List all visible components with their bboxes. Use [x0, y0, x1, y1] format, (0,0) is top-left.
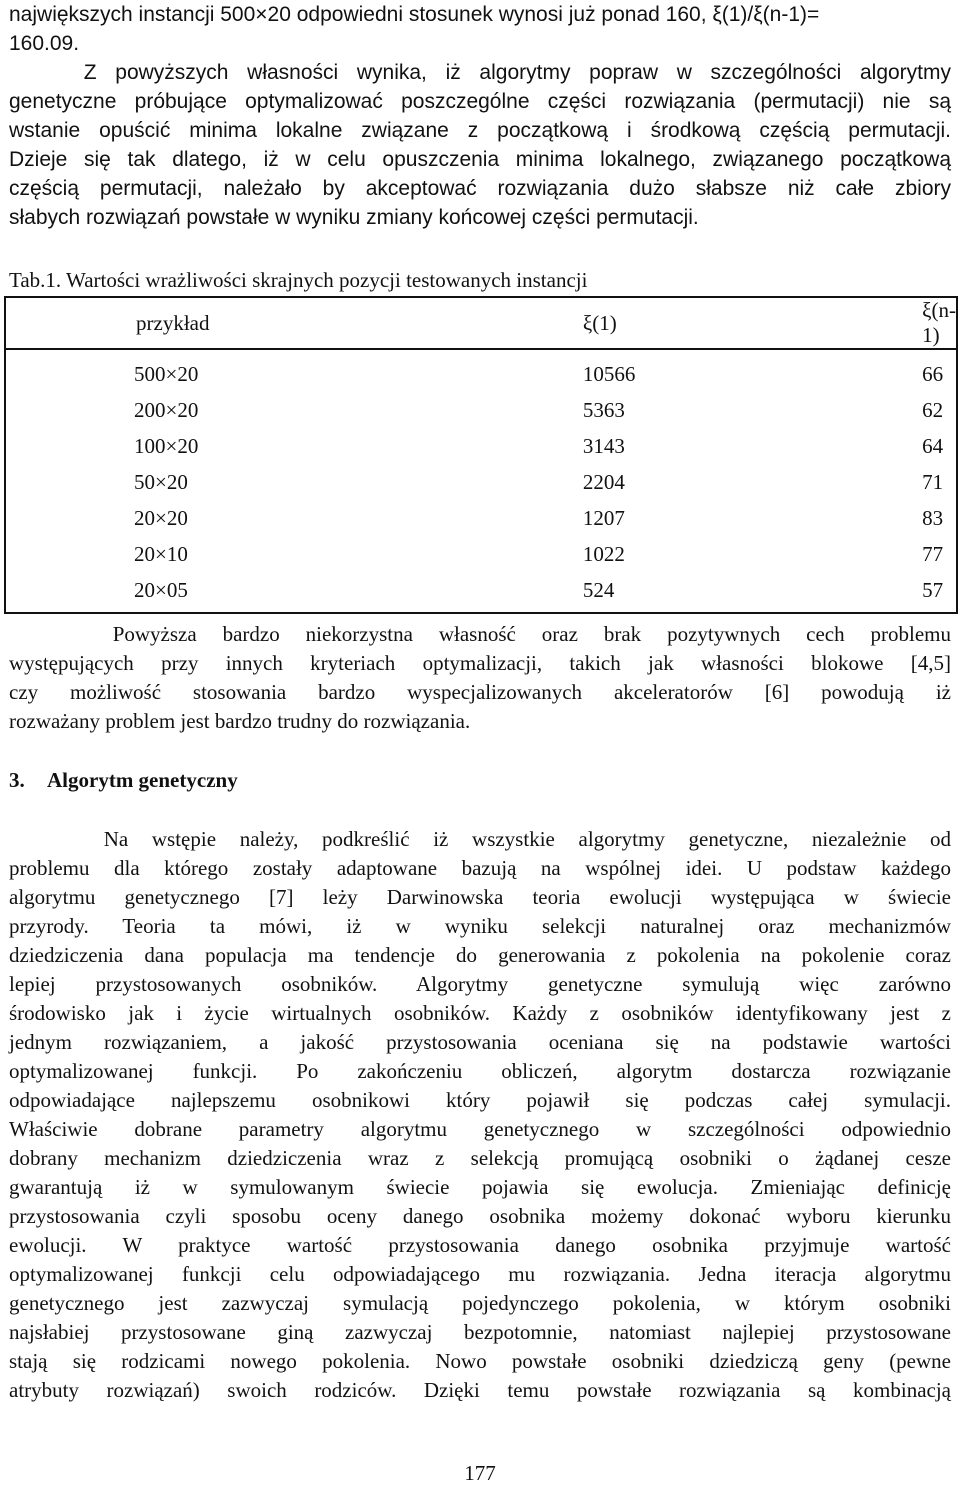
cell-example: 20×05 — [5, 572, 463, 613]
table-row — [5, 572, 957, 613]
cell-xi-1: 2204 — [582, 469, 625, 494]
cell-xi-1: 524 — [463, 572, 860, 613]
cell-xi-1: 1207 — [582, 505, 625, 530]
cell-xi-n-1: 77 — [860, 536, 957, 572]
text-line: optymalizowanej funkcji. Po zakończeniu obliczeń, algorytm dostarcza rozwiązanie — [9, 1059, 951, 1083]
text-line: odpowiadające najlepszemu osobnikowi który pojawił się podczas całej symulacji. — [9, 1088, 951, 1112]
cell-xi-1: 5363 — [582, 397, 625, 422]
cell-xi-n-1: 66 — [860, 349, 957, 392]
table-row — [5, 392, 957, 428]
table-row — [5, 349, 957, 392]
cell-xi-1: 10566 — [582, 361, 636, 386]
text-line: dziedziczenia dana populacja ma tendencje do generowania z pokolenia na pokolenie coraz — [9, 943, 951, 967]
header-example: przykład — [5, 297, 463, 349]
text-line: jednym rozwiązaniem, a jakość przystosowania oceniana się na podstawie wartości — [9, 1030, 951, 1054]
text-line: gwarantują iż w symulowanym świecie pojawia się ewolucja. Zmieniając definicję — [9, 1175, 951, 1199]
cell-example: 50×20 — [5, 464, 463, 500]
text-line: genetycznego jest zazwyczaj symulacją pojedynczego pokolenia, w którym osobniki — [9, 1291, 951, 1315]
cell-xi-n-1: 62 — [860, 392, 957, 428]
cell-example: 20×10 — [5, 536, 463, 572]
text-line: częścią permutacji, należało by akceptować rozwiązania dużo słabsze niż całe zbiory — [9, 177, 951, 200]
text-line: dobrany mechanizm dziedziczenia wraz z selekcją promującą osobniki o żądanej cesze — [9, 1146, 951, 1170]
text-line: środowisko jak i życie wirtualnych osobników. Każdy z osobników identyfikowany jest z — [9, 1001, 951, 1025]
text-line: Na wstępie należy, podkreślić iż wszystkie algorytmy genetyczne, niezależnie od — [9, 827, 951, 851]
header-xi-n-1: ξ(n-1) — [860, 297, 957, 349]
text-line: rozważany problem jest bardzo trudny do rozwiązania. — [9, 709, 471, 733]
text-line: wstanie opuścić minima lokalne związane z początkową i środkową częścią permutacji. — [9, 119, 951, 142]
text-line: Powyższa bardzo niekorzystna własność oraz brak pozytywnych cech problemu — [9, 622, 951, 646]
text-line: genetyczne próbujące optymalizować poszczególne części rozwiązania (permutacji) nie są — [9, 90, 951, 113]
text-line: 160.09. — [9, 32, 80, 55]
text-line: słabych rozwiązań powstałe w wyniku zmiany końcowej części permutacji. — [9, 206, 699, 229]
cell-xi-n-1: 83 — [860, 500, 957, 536]
section-heading — [9, 766, 238, 795]
table-caption: Tab.1. Wartości wrażliwości skrajnych pozycji testowanych instancji — [9, 268, 588, 292]
text-line: optymalizowanej funkcji celu odpowiadającego mu rozwiązania. Jedna iteracja algorytmu — [9, 1262, 951, 1286]
text-line: problemu dla którego zostały adaptowane bazują na wspólnej idei. U podstaw każdego — [9, 856, 951, 880]
text-line: atrybuty rozwiązań) swoich rodziców. Dzięki temu powstałe rozwiązania są kombinacją — [9, 1378, 951, 1402]
page-number: 177 — [464, 1461, 496, 1485]
table-row — [5, 500, 957, 536]
text-line: przyrody. Teoria ta mówi, iż w wyniku selekcji naturalnej oraz mechanizmów — [9, 914, 951, 938]
text-line: stają się rodzicami nowego pokolenia. Nowo powstałe osobniki dziedziczą geny (pewne — [9, 1349, 951, 1373]
cell-xi-n-1: 57 — [860, 572, 957, 613]
cell-xi-n-1: 71 — [860, 464, 957, 500]
cell-example: 200×20 — [5, 392, 463, 428]
text-line: występujących przy innych kryteriach optymalizacji, takich jak własności blokowe [4,5] — [9, 651, 951, 675]
text-line: przystosowania czyli sposobu oceny danego osobnika możemy dokonać wyboru kierunku — [9, 1204, 951, 1228]
cell-example: 20×20 — [5, 500, 463, 536]
text-line: lepiej przystosowanych osobników. Algorytmy genetyczne symulują więc zarówno — [9, 972, 951, 996]
cell-example: 500×20 — [5, 349, 463, 392]
table-header-row — [5, 297, 957, 349]
text-line: czy możliwość stosowania bardzo wyspecjalizowanych akceleratorów [6] powodują iż — [9, 680, 951, 704]
text-line: Dzieje się tak dlatego, iż w celu opuszczenia minima lokalnego, związanego początkową — [9, 148, 951, 171]
sensitivity-table — [4, 296, 958, 614]
text-line: największych instancji 500×20 odpowiedni stosunek wynosi już ponad 160, ξ(1)/ξ(n-1)= — [9, 3, 820, 26]
text-line: najsłabiej przystosowane giną zazwyczaj bezpotomnie, natomiast najlepiej przystosowane — [9, 1320, 951, 1344]
cell-xi-1: 3143 — [582, 433, 625, 458]
text-line: ewolucji. W praktyce wartość przystosowania danego osobnika przyjmuje wartość — [9, 1233, 951, 1257]
section-number: 3. — [9, 768, 25, 792]
table-row — [5, 428, 957, 464]
text-line: algorytmu genetycznego [7] leży Darwinowska teoria ewolucji występująca w świecie — [9, 885, 951, 909]
cell-xi-1: 1022 — [582, 541, 625, 566]
cell-xi-n-1: 64 — [860, 428, 957, 464]
section-title: Algorytm genetyczny — [47, 768, 238, 792]
header-xi-1: ξ(1) — [463, 297, 860, 349]
text-line: Z powyższych własności wynika, iż algorytmy popraw w szczególności algorytmy — [9, 61, 951, 84]
table-row — [5, 464, 957, 500]
table-row — [5, 536, 957, 572]
text-line: Właściwie dobrane parametry algorytmu genetycznego w szczególności odpowiednio — [9, 1117, 951, 1141]
cell-example: 100×20 — [5, 428, 463, 464]
